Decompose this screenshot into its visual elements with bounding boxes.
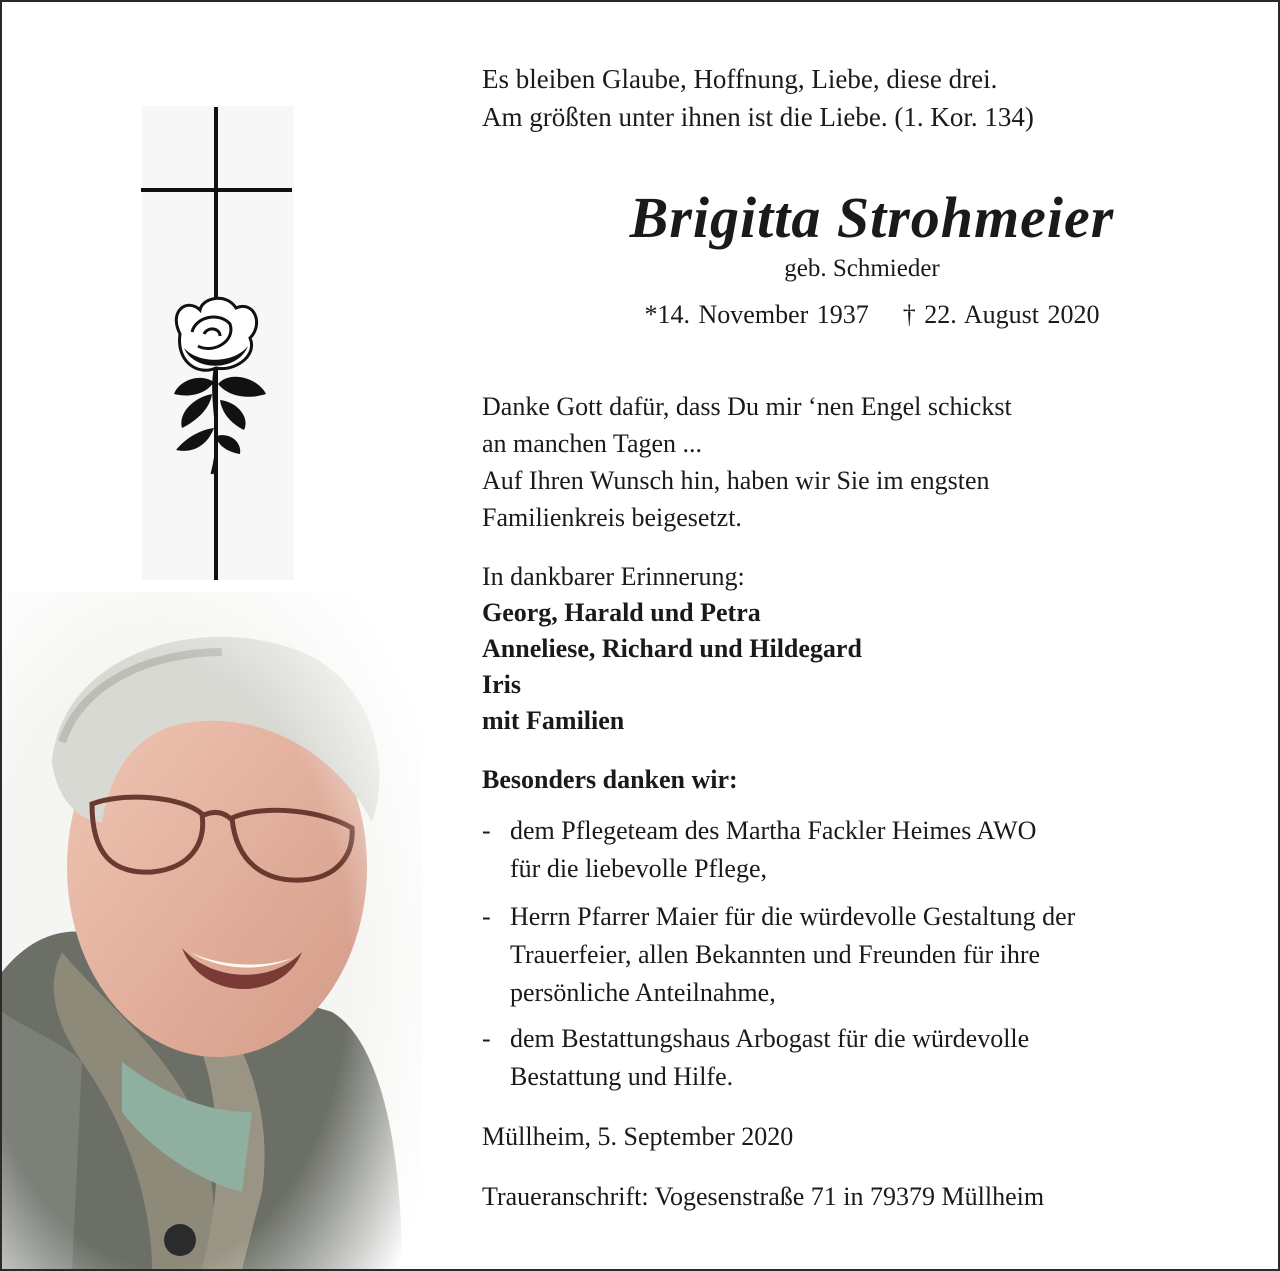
poem-line: Auf Ihren Wunsch hin, haben wir Sie im engsten	[482, 466, 990, 495]
mourner-name: mit Familien	[482, 706, 625, 735]
mourner-name: Anneliese, Richard und Hildegard	[482, 634, 862, 663]
death-date: † 22. August 2020	[902, 300, 1100, 329]
deceased-name: Brigitta Strohmeier	[629, 185, 1115, 250]
poem-line: Danke Gott dafür, dass Du mir ‘nen Engel schickst	[482, 392, 1012, 421]
thanks-line: Trauerfeier, allen Bekannten und Freunden für ihre	[510, 940, 1041, 969]
life-dates	[562, 300, 1182, 330]
mourning-address: Traueranschrift: Vogesenstraße 71 in 79379 Müllheim	[482, 1182, 1045, 1211]
poem-line: Familienkreis beigesetzt.	[482, 503, 742, 532]
verse-line: Am größten unter ihnen ist die Liebe. (1. Kor. 134)	[482, 102, 1034, 132]
thanks-line: dem Bestattungshaus Arbogast für die würdevolle	[510, 1024, 1030, 1053]
verse-line: Es bleiben Glaube, Hoffnung, Liebe, diese drei.	[482, 64, 998, 94]
mourner-name: Iris	[482, 670, 521, 699]
thanks-heading: Besonders danken wir:	[482, 765, 738, 794]
dash-bullet: -	[482, 1024, 491, 1053]
mourners-intro: In dankbarer Erinnerung:	[482, 562, 745, 591]
mourner-name: Georg, Harald und Petra	[482, 598, 761, 627]
poem-line: an manchen Tagen ...	[482, 429, 703, 458]
dash-bullet: -	[482, 902, 491, 931]
cross-with-rose-icon	[138, 102, 298, 584]
bible-verse	[482, 60, 1034, 136]
maiden-name: geb. Schmieder	[784, 255, 940, 282]
portrait-photo	[2, 592, 422, 1269]
thanks-line: für die liebevolle Pflege,	[510, 854, 768, 883]
birth-date: *14. November 1937	[644, 300, 869, 329]
thanks-line: Bestattung und Hilfe.	[510, 1062, 734, 1091]
place-and-date: Müllheim, 5. September 2020	[482, 1122, 794, 1151]
thanks-line: Herrn Pfarrer Maier für die würdevolle Gestaltung der	[510, 902, 1076, 931]
thanks-line: persönliche Anteilnahme,	[510, 978, 776, 1007]
dash-bullet: -	[482, 816, 491, 845]
thanks-line: dem Pflegeteam des Martha Fackler Heimes AWO	[510, 816, 1037, 845]
mourners-block	[482, 559, 862, 739]
poem-text	[482, 388, 1012, 536]
